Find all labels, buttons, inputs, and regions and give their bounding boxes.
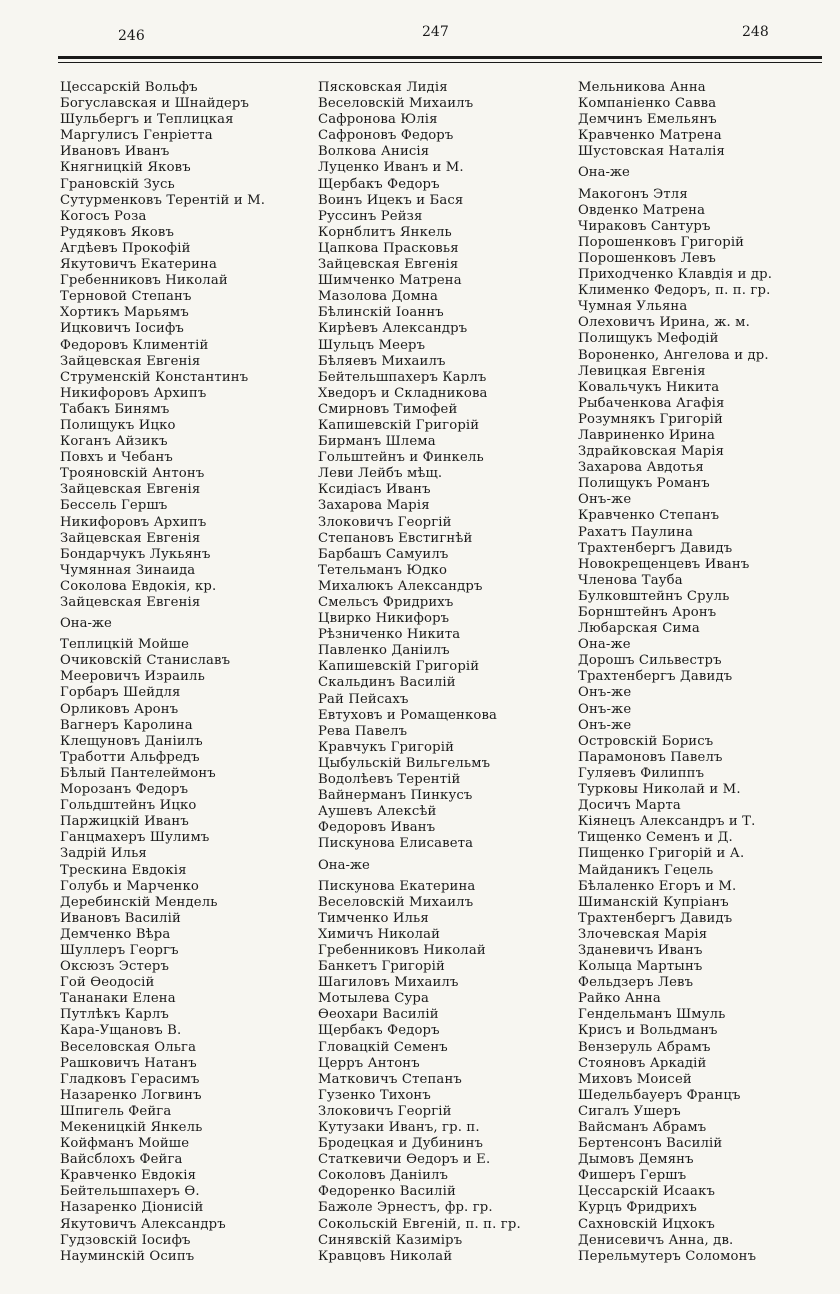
list-entry: Соколова Евдокія, кр. bbox=[60, 578, 217, 594]
list-entry: Матковичъ Степанъ bbox=[318, 1071, 462, 1087]
list-entry: Вайсблохъ Фейга bbox=[60, 1152, 183, 1168]
list-entry: Цвирко Никифоръ bbox=[318, 611, 450, 627]
list-entry: Курцъ Фридрихъ bbox=[578, 1200, 697, 1216]
list-entry: Теплицкій Мойше bbox=[60, 637, 190, 653]
list-entry: Рахатъ Паулина bbox=[578, 524, 693, 540]
column-1 bbox=[60, 80, 310, 1265]
list-entry: Бѣлинскій Іоаннъ bbox=[318, 305, 444, 321]
list-entry: Гендельманъ Шмуль bbox=[578, 1007, 726, 1023]
list-entry: Щербакъ Федоръ bbox=[318, 176, 440, 192]
list-entry: Мотылева Сура bbox=[318, 991, 429, 1007]
list-entry: Фельдзеръ Левъ bbox=[578, 975, 694, 991]
list-entry: Федоренко Василій bbox=[318, 1184, 456, 1200]
list-entry: Розумнякъ Григорій bbox=[578, 411, 723, 427]
list-entry: Сафронова Юлія bbox=[318, 112, 438, 128]
list-entry: Онъ-же bbox=[578, 492, 632, 508]
list-entry: Трескина Евдокія bbox=[60, 862, 187, 878]
list-entry: Бессель Гершъ bbox=[60, 498, 168, 514]
list-entry: Бродецкая и Дубининъ bbox=[318, 1136, 484, 1152]
list-entry: Зданевичъ Иванъ bbox=[578, 942, 703, 958]
list-entry: Бондарчукъ Лукьянъ bbox=[60, 546, 211, 562]
list-entry: Бѣлаленко Егоръ и М. bbox=[578, 878, 737, 894]
list-entry: Паржицкій Иванъ bbox=[60, 814, 189, 830]
list-entry: Любарская Сима bbox=[578, 621, 700, 637]
list-entry: Ивановъ Иванъ bbox=[60, 144, 170, 160]
list-entry: Веселовскій Михаилъ bbox=[318, 894, 474, 910]
list-entry: Бажоле Эрнестъ, фр. гр. bbox=[318, 1200, 493, 1216]
list-entry: Рыбаченкова Агафія bbox=[578, 395, 725, 411]
list-entry: Кравченко Степанъ bbox=[578, 508, 720, 524]
list-entry: Вороненко, Ангелова и др. bbox=[578, 347, 769, 363]
list-entry: Новокрещенцевъ Иванъ bbox=[578, 556, 750, 572]
page-number-left: 246 bbox=[118, 28, 145, 44]
list-entry: Воинъ Ицекъ и Бася bbox=[318, 192, 464, 208]
list-entry: Веселовскій Михаилъ bbox=[318, 96, 474, 112]
column-3 bbox=[578, 80, 836, 1265]
list-entry: Кравцовъ Николай bbox=[318, 1248, 453, 1264]
list-entry: Чираковъ Сантуръ bbox=[578, 218, 711, 234]
list-entry: Вензеруль Абрамъ bbox=[578, 1039, 711, 1055]
list-entry: Бирманъ Шлема bbox=[318, 434, 436, 450]
list-entry: Ганцмахеръ Шулимъ bbox=[60, 830, 210, 846]
list-entry: Миховъ Моисей bbox=[578, 1071, 692, 1087]
list-entry: Шпигель Фейга bbox=[60, 1103, 172, 1119]
list-entry: Орликовъ Аронъ bbox=[60, 701, 179, 717]
list-entry: Порошенковъ Левъ bbox=[578, 250, 716, 266]
list-entry: Мазолова Домна bbox=[318, 289, 438, 305]
list-entry: Ѳеохари Василій bbox=[318, 1007, 439, 1023]
list-entry: Богуславская и Шнайдеръ bbox=[60, 96, 250, 112]
list-entry: Захарова Авдотья bbox=[578, 460, 704, 476]
list-entry: Горбаръ Шейдля bbox=[60, 685, 181, 701]
list-entry: Очиковскій Станиславъ bbox=[60, 653, 231, 669]
list-entry: Шедельбауеръ Францъ bbox=[578, 1087, 741, 1103]
list-entry: Злоковичъ Георгій bbox=[318, 514, 452, 530]
list-entry: Шульбергъ и Теплицкая bbox=[60, 112, 234, 128]
list-entry: Рудяковъ Яковъ bbox=[60, 224, 175, 240]
list-entry: Голубь и Марченко bbox=[60, 878, 199, 894]
list-entry: Тищенко Семенъ и Д. bbox=[578, 830, 733, 846]
list-entry: Смирновъ Тимофей bbox=[318, 401, 458, 417]
list-entry: Захарова Марія bbox=[318, 498, 430, 514]
list-entry: Михалюкъ Александръ bbox=[318, 578, 483, 594]
list-entry: Койфманъ Мойше bbox=[60, 1136, 190, 1152]
list-entry: Левицкая Евгенія bbox=[578, 363, 706, 379]
list-entry: Тработти Альфредъ bbox=[60, 749, 200, 765]
list-entry: Ксидіасъ Иванъ bbox=[318, 482, 431, 498]
list-entry: Ивановъ Василій bbox=[60, 910, 181, 926]
list-entry: Сутурменковъ Терентій и М. bbox=[60, 192, 266, 208]
page-number-center: 247 bbox=[422, 24, 449, 40]
list-entry: Барбашъ Самуилъ bbox=[318, 546, 449, 562]
list-entry: Полищукъ Романъ bbox=[578, 476, 710, 492]
list-entry: Назаренко Логвинъ bbox=[60, 1087, 202, 1103]
list-entry: Терновой Степанъ bbox=[60, 289, 192, 305]
list-entry: Парамоновъ Павелъ bbox=[578, 749, 723, 765]
list-entry: Скальдинъ Василій bbox=[318, 675, 456, 691]
list-entry: Сахновскій Ицхокъ bbox=[578, 1216, 715, 1232]
list-entry: Волкова Анисія bbox=[318, 144, 430, 160]
list-entry: Шульцъ Мееръ bbox=[318, 337, 426, 353]
list-entry: Трахтенбергъ Давидъ bbox=[578, 910, 733, 926]
section-subheading: Она-же bbox=[60, 616, 112, 632]
list-entry: Крисъ и Вольдманъ bbox=[578, 1023, 718, 1039]
list-entry: Кравчукъ Григорій bbox=[318, 739, 455, 755]
list-entry: Кутузаки Иванъ, гр. п. bbox=[318, 1120, 480, 1135]
list-entry: Никифоровъ Архипъ bbox=[60, 514, 207, 530]
list-entry: Тананаки Елена bbox=[60, 991, 176, 1007]
list-entry: Кирѣевъ Александръ bbox=[318, 321, 468, 337]
list-entry: Рева Павелъ bbox=[318, 723, 408, 739]
list-entry: Гуляевъ Филиппъ bbox=[578, 765, 705, 781]
list-entry: Турковы Николай и М. bbox=[578, 782, 741, 798]
list-entry: Райко Анна bbox=[578, 991, 661, 1007]
list-entry: Леви Лейбъ мѣщ. bbox=[318, 466, 443, 482]
list-entry: Степановъ Евстигнѣй bbox=[318, 530, 473, 546]
list-entry: Гузенко Тихонъ bbox=[318, 1087, 431, 1103]
list-entry: Кравченко Евдокія bbox=[60, 1168, 197, 1184]
list-entry: Кара-Ущановъ В. bbox=[60, 1023, 182, 1039]
list-entry: Рай Пейсахъ bbox=[318, 691, 409, 707]
list-entry: Кіянецъ Александръ и Т. bbox=[578, 814, 756, 830]
list-entry: Рѣзниченко Никита bbox=[318, 627, 461, 643]
list-entry: Онъ-же bbox=[578, 685, 632, 701]
list-entry: Цапкова Прасковья bbox=[318, 240, 459, 256]
list-entry: Веселовская Ольга bbox=[60, 1039, 197, 1055]
list-entry: Гольдштейнъ Ицко bbox=[60, 798, 197, 814]
list-entry: Лавриненко Ирина bbox=[578, 427, 716, 443]
list-entry: Островскій Борисъ bbox=[578, 733, 714, 749]
list-entry: Хведоръ и Складникова bbox=[318, 385, 488, 401]
list-entry: Клименко Федоръ, п. п. гр. bbox=[578, 283, 771, 299]
list-entry: Сафроновъ Федоръ bbox=[318, 128, 454, 144]
list-entry: Зайцевская Евгенія bbox=[60, 530, 201, 546]
list-entry: Мееровичъ Израиль bbox=[60, 669, 205, 685]
list-entry: Пискунова Екатерина bbox=[318, 878, 476, 894]
list-entry: Колыца Мартынъ bbox=[578, 959, 703, 975]
section-subheading: Она-же bbox=[578, 165, 630, 181]
list-entry: Коганъ Айзикъ bbox=[60, 434, 168, 450]
list-entry: Зайцевская Евгенія bbox=[318, 257, 459, 273]
list-entry: Бейтельшпахеръ Карлъ bbox=[318, 369, 487, 385]
list-entry: Науминскій Осипъ bbox=[60, 1248, 195, 1264]
list-entry: Зайцевская Евгенія bbox=[60, 595, 201, 610]
list-entry: Перельмутеръ Соломонъ bbox=[578, 1248, 757, 1264]
list-entry: Шиманскій Купріанъ bbox=[578, 894, 729, 910]
list-entry: Цессарскій Исаакъ bbox=[578, 1184, 716, 1200]
list-entry: Путлѣкъ Карлъ bbox=[60, 1007, 169, 1023]
list-entry: Вагнеръ Каролина bbox=[60, 717, 193, 733]
list-entry: Борнштейнъ Аронъ bbox=[578, 605, 717, 620]
list-entry: Якутовичъ Александръ bbox=[60, 1216, 226, 1232]
list-entry: Трахтенбергъ Давидъ bbox=[578, 669, 733, 685]
list-entry: Онъ-же bbox=[578, 717, 632, 733]
list-entry: Сокольскій Евгеній, п. п. гр. bbox=[318, 1216, 521, 1232]
list-entry: Злочевская Марія bbox=[578, 926, 708, 942]
list-entry: Тетельманъ Юдко bbox=[318, 562, 448, 578]
list-entry: Статкевичи Ѳедоръ и Е. bbox=[318, 1152, 491, 1168]
list-entry: Трояновскій Антонъ bbox=[60, 466, 205, 482]
list-entry: Бейтельшпахеръ Ѳ. bbox=[60, 1184, 200, 1200]
list-entry: Церръ Антонъ bbox=[318, 1055, 420, 1071]
list-entry: Майданикъ Гецель bbox=[578, 862, 714, 878]
list-entry: Полищукъ Мефодій bbox=[578, 331, 719, 347]
list-entry: Соколовъ Даніилъ bbox=[318, 1168, 449, 1184]
list-entry: Смельсъ Фридрихъ bbox=[318, 595, 454, 610]
list-entry: Повхъ и Чебанъ bbox=[60, 450, 173, 466]
list-entry: Ковальчукъ Никита bbox=[578, 379, 720, 395]
column-2 bbox=[318, 80, 573, 1265]
header-rule-thin bbox=[58, 62, 822, 63]
list-entry: Шустовская Наталія bbox=[578, 144, 725, 160]
list-entry: Злоковичъ Георгій bbox=[318, 1103, 452, 1119]
list-entry: Овденко Матрена bbox=[578, 202, 706, 218]
list-entry: Оксюзъ Эстеръ bbox=[60, 959, 170, 975]
list-entry: Рашковичъ Натанъ bbox=[60, 1055, 197, 1071]
list-entry: Маргулисъ Генріетта bbox=[60, 128, 213, 144]
list-entry: Демченко Вѣра bbox=[60, 926, 171, 942]
list-entry: Она-же bbox=[578, 637, 631, 653]
list-entry: Дорошъ Сильвестръ bbox=[578, 653, 722, 669]
list-entry: Приходченко Клавдія и др. bbox=[578, 267, 773, 283]
list-entry: Синявскій Казиміръ bbox=[318, 1232, 463, 1248]
list-entry: Бѣлый Пантелеймонъ bbox=[60, 765, 216, 781]
list-entry: Деребинскій Мендель bbox=[60, 894, 218, 910]
list-entry: Чумянная Зинаида bbox=[60, 562, 196, 578]
list-entry: Гой Ѳеодосій bbox=[60, 975, 155, 991]
list-entry: Бертенсонъ Василій bbox=[578, 1136, 723, 1152]
list-entry: Мельникова Анна bbox=[578, 80, 706, 95]
list-entry: Булковштейнъ Сруль bbox=[578, 588, 730, 604]
list-entry: Ицковичъ Іосифъ bbox=[60, 321, 184, 337]
list-entry: Полищукъ Ицко bbox=[60, 417, 176, 433]
list-entry: Павленко Даніилъ bbox=[318, 643, 450, 659]
list-entry: Вайсманъ Абрамъ bbox=[578, 1120, 707, 1135]
list-entry: Стояновъ Аркадій bbox=[578, 1055, 707, 1071]
list-entry: Евтуховъ и Ромащенкова bbox=[318, 707, 498, 723]
list-entry: Шуллеръ Георгъ bbox=[60, 942, 179, 958]
list-entry: Макогонъ Этля bbox=[578, 186, 688, 202]
list-entry: Когосъ Роза bbox=[60, 208, 147, 224]
list-entry: Членова Тауба bbox=[578, 572, 683, 588]
list-entry: Гладковъ Герасимъ bbox=[60, 1071, 200, 1087]
list-entry: Фишеръ Гершъ bbox=[578, 1168, 687, 1184]
list-entry: Здрайковская Марія bbox=[578, 444, 725, 460]
list-entry: Цессарскій Вольфъ bbox=[60, 80, 198, 95]
list-entry: Луценко Иванъ и М. bbox=[318, 160, 464, 176]
list-entry: Корнблитъ Янкель bbox=[318, 224, 452, 240]
list-entry: Пискунова Елисавета bbox=[318, 836, 474, 852]
list-entry: Аушевъ Алексѣй bbox=[318, 804, 437, 820]
list-entry: Гловацкій Семенъ bbox=[318, 1039, 448, 1055]
list-entry: Шимченко Матрена bbox=[318, 273, 462, 289]
list-entry: Федоровъ Климентій bbox=[60, 337, 209, 353]
list-entry: Гребенниковъ Николай bbox=[60, 273, 228, 289]
list-entry: Федоровъ Иванъ bbox=[318, 820, 436, 836]
list-entry: Олеховичъ Ирина, ж. м. bbox=[578, 315, 750, 331]
header-rule-thick bbox=[58, 56, 822, 59]
list-entry: Водолѣевъ Терентій bbox=[318, 772, 461, 788]
list-entry: Сигалъ Ушеръ bbox=[578, 1103, 681, 1119]
list-entry: Банкетъ Григорій bbox=[318, 959, 445, 975]
section-subheading: Она-же bbox=[318, 857, 370, 873]
list-entry: Капишевскій Григорій bbox=[318, 417, 480, 433]
list-entry: Порошенковъ Григорій bbox=[578, 234, 745, 250]
list-entry: Бѣляевъ Михаилъ bbox=[318, 353, 446, 369]
list-entry: Гольштейнъ и Финкель bbox=[318, 450, 484, 466]
list-entry: Зайцевская Евгенія bbox=[60, 353, 201, 369]
list-entry: Морозанъ Федоръ bbox=[60, 782, 189, 798]
list-entry: Вайнерманъ Пинкусъ bbox=[318, 788, 473, 804]
list-entry: Шагиловъ Михаилъ bbox=[318, 975, 459, 991]
list-entry: Никифоровъ Архипъ bbox=[60, 385, 207, 401]
list-entry: Досичъ Марта bbox=[578, 798, 681, 814]
list-entry: Руссинъ Рейзя bbox=[318, 208, 423, 224]
list-entry: Гудзовскій Іосифъ bbox=[60, 1232, 191, 1248]
list-entry: Грановскій Зусь bbox=[60, 176, 175, 192]
list-entry: Дымовъ Демянъ bbox=[578, 1152, 694, 1168]
list-entry: Трахтенбергъ Давидъ bbox=[578, 540, 733, 556]
list-entry: Якутовичъ Екатерина bbox=[60, 257, 217, 273]
list-entry: Задрій Илья bbox=[60, 846, 147, 862]
list-entry: Онъ-же bbox=[578, 701, 632, 717]
list-entry: Цыбульскій Вильгельмъ bbox=[318, 755, 491, 771]
list-entry: Демчинъ Емельянъ bbox=[578, 112, 717, 128]
list-entry: Клещуновъ Даніилъ bbox=[60, 733, 203, 749]
list-entry: Княгницкій Яковъ bbox=[60, 160, 191, 176]
list-entry: Назаренко Діонисій bbox=[60, 1200, 204, 1216]
list-entry: Зайцевская Евгенія bbox=[60, 482, 201, 498]
list-entry: Химичъ Николай bbox=[318, 926, 441, 942]
list-entry: Хортикъ Марьямъ bbox=[60, 305, 189, 321]
list-entry: Гребенниковъ Николай bbox=[318, 942, 486, 958]
list-entry: Табакъ Бинямъ bbox=[60, 401, 170, 417]
list-entry: Капишевскій Григорій bbox=[318, 659, 480, 675]
list-entry: Чумная Ульяна bbox=[578, 299, 688, 315]
page-number-right: 248 bbox=[742, 24, 769, 40]
list-entry: Агдѣевъ Прокофій bbox=[60, 240, 191, 256]
list-entry: Мекеницкій Янкель bbox=[60, 1120, 203, 1135]
list-entry: Пищенко Григорій и А. bbox=[578, 846, 745, 862]
list-entry: Тимченко Илья bbox=[318, 910, 429, 926]
list-entry: Компаніенко Савва bbox=[578, 96, 717, 112]
list-entry: Щербакъ Федоръ bbox=[318, 1023, 440, 1039]
list-entry: Кравченко Матрена bbox=[578, 128, 722, 144]
list-entry: Пясковская Лидія bbox=[318, 80, 448, 95]
list-entry: Денисевичъ Анна, дв. bbox=[578, 1232, 734, 1248]
list-entry: Струменскій Константинъ bbox=[60, 369, 249, 385]
